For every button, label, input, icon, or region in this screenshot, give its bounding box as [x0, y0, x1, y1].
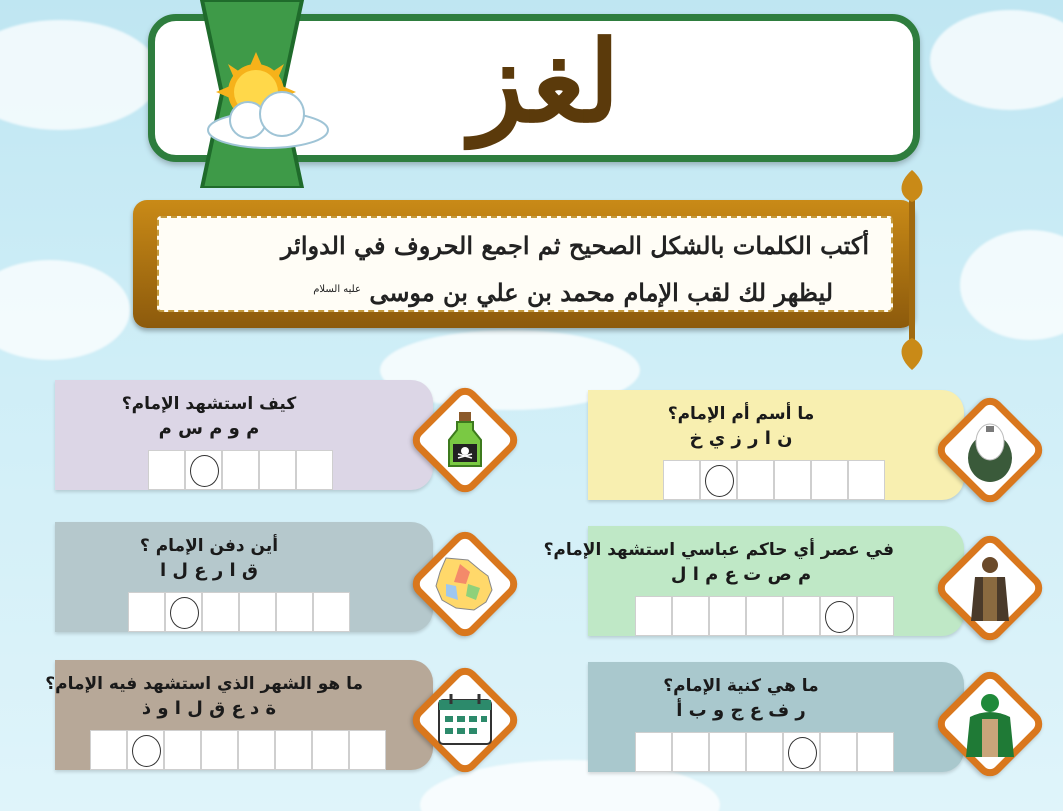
green-cloaked-figure-icon — [956, 690, 1024, 758]
question-text: ما هي كنية الإمام؟ — [663, 676, 819, 696]
answer-letter-box[interactable] — [259, 450, 296, 490]
highlight-circle — [788, 737, 817, 769]
scrambled-letters: ة د ع ق ل ا و ذ — [141, 698, 277, 719]
answer-letter-box[interactable] — [672, 732, 709, 772]
instruction-panel — [157, 216, 893, 312]
answer-boxes — [128, 592, 350, 632]
answer-letter-box[interactable] — [238, 730, 275, 770]
calendar-icon — [431, 686, 499, 754]
answer-letter-box[interactable] — [239, 592, 276, 632]
instruction-line-2-text: ليظهر لك لقب الإمام محمد بن علي بن موسى — [369, 278, 833, 307]
answer-letter-box[interactable] — [774, 460, 811, 500]
background-cloud — [960, 230, 1063, 340]
veiled-woman-icon — [956, 416, 1024, 484]
poison-bottle-icon — [431, 406, 499, 474]
question-text: كيف استشهد الإمام؟ — [121, 394, 297, 414]
highlight-circle — [170, 597, 199, 629]
question-text: في عصر أي حاكم عباسي استشهد الإمام؟ — [543, 540, 894, 560]
answer-boxes — [635, 596, 894, 636]
answer-letter-box[interactable] — [672, 596, 709, 636]
highlight-circle — [825, 601, 854, 633]
answer-letter-box[interactable] — [635, 732, 672, 772]
answer-letter-box[interactable] — [663, 460, 700, 500]
answer-letter-box[interactable] — [349, 730, 386, 770]
answer-letter-box[interactable] — [90, 730, 127, 770]
sun-cloud-icon — [198, 50, 334, 154]
answer-letter-box[interactable] — [201, 730, 238, 770]
answer-boxes — [635, 732, 894, 772]
scroll-rod-icon — [892, 168, 932, 372]
scrambled-letters: ن ا ر ز ي خ — [689, 428, 793, 449]
answer-letter-box[interactable] — [127, 730, 164, 770]
answer-letter-box[interactable] — [165, 592, 202, 632]
answer-letter-box[interactable] — [296, 450, 333, 490]
answer-letter-box[interactable] — [857, 596, 894, 636]
instruction-line-1: أكتب الكلمات بالشكل الصحيح ثم اجمع الحروف في الدوائر — [280, 231, 869, 260]
answer-letter-box[interactable] — [820, 596, 857, 636]
highlight-circle — [190, 455, 219, 487]
answer-letter-box[interactable] — [783, 596, 820, 636]
instruction-line-2 — [181, 268, 869, 315]
answer-letter-box[interactable] — [783, 732, 820, 772]
scrambled-letters: ق ا ر ع ل ا — [159, 560, 259, 581]
answer-letter-box[interactable] — [709, 596, 746, 636]
answer-letter-box[interactable] — [148, 450, 185, 490]
answer-boxes — [663, 460, 885, 500]
answer-letter-box[interactable] — [811, 460, 848, 500]
background-cloud — [930, 10, 1063, 110]
question-text: أين دفن الإمام ؟ — [139, 536, 279, 556]
answer-letter-box[interactable] — [848, 460, 885, 500]
answer-letter-box[interactable] — [746, 732, 783, 772]
answer-letter-box[interactable] — [276, 592, 313, 632]
answer-boxes — [148, 450, 333, 490]
answer-letter-box[interactable] — [857, 732, 894, 772]
iraq-map-icon — [431, 550, 499, 618]
instruction-scroll — [133, 200, 915, 328]
scrambled-letters: م ص ت ع م ا ل — [670, 564, 812, 585]
honorific-text: عليه السلام — [313, 284, 361, 295]
question-text: ما أسم أم الإمام؟ — [667, 404, 815, 424]
answer-boxes — [90, 730, 386, 770]
scrambled-letters: م و م س م — [158, 418, 260, 439]
answer-letter-box[interactable] — [185, 450, 222, 490]
answer-letter-box[interactable] — [164, 730, 201, 770]
answer-letter-box[interactable] — [709, 732, 746, 772]
answer-letter-box[interactable] — [275, 730, 312, 770]
highlight-circle — [132, 735, 161, 767]
page-title: لغز — [470, 17, 620, 148]
background-cloud — [0, 20, 160, 130]
answer-letter-box[interactable] — [746, 596, 783, 636]
answer-letter-box[interactable] — [128, 592, 165, 632]
answer-letter-box[interactable] — [202, 592, 239, 632]
answer-letter-box[interactable] — [312, 730, 349, 770]
scrambled-letters: ر ف ع ج و ب أ — [676, 700, 806, 721]
question-text: ما هو الشهر الذي استشهد فيه الإمام؟ — [45, 674, 363, 694]
background-cloud — [0, 260, 130, 360]
answer-letter-box[interactable] — [820, 732, 857, 772]
highlight-circle — [705, 465, 734, 497]
caliph-figure-icon — [956, 554, 1024, 622]
answer-letter-box[interactable] — [737, 460, 774, 500]
answer-letter-box[interactable] — [700, 460, 737, 500]
answer-letter-box[interactable] — [222, 450, 259, 490]
answer-letter-box[interactable] — [635, 596, 672, 636]
answer-letter-box[interactable] — [313, 592, 350, 632]
